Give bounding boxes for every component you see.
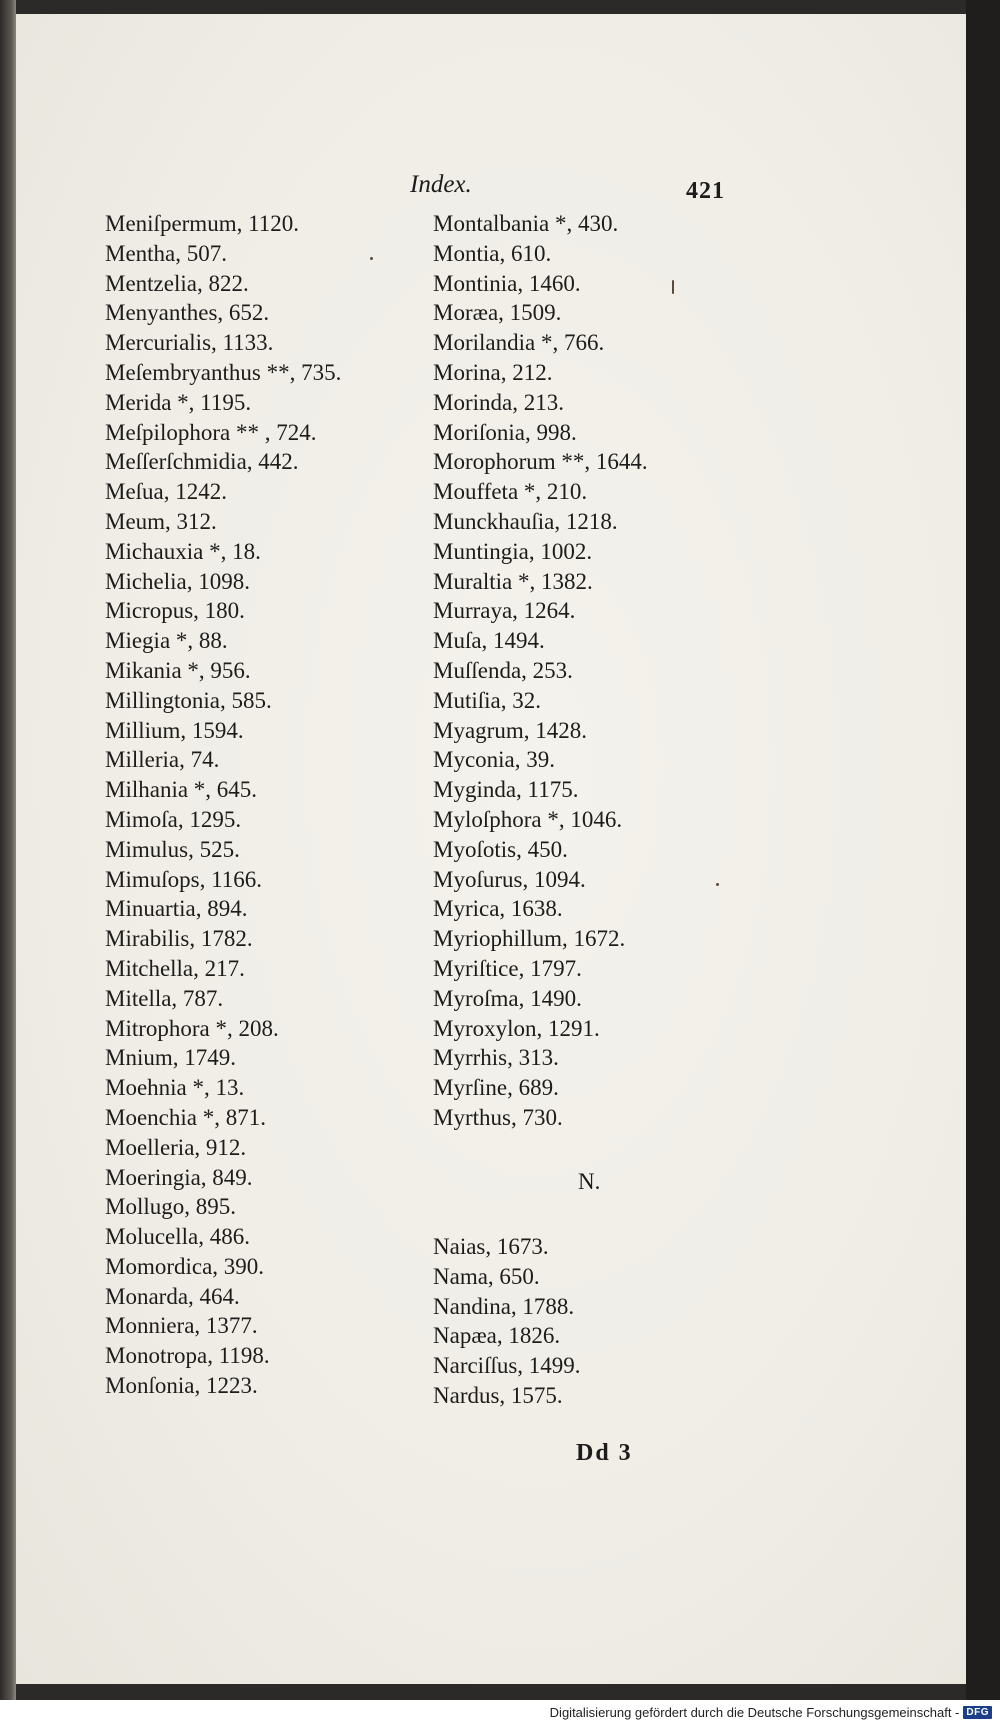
dark-margin [966,0,1000,1700]
index-entry: Myoſurus, 1094. [433,866,586,892]
index-entry: Michelia, 1098. [105,568,250,594]
index-entry: Montia, 610. [433,240,552,266]
index-entry: Myrrhis, 313. [433,1045,559,1071]
index-entry: Micropus, 180. [105,598,245,624]
index-entry: Muntingia, 1002. [433,538,593,564]
index-entry: Myroſma, 1490. [433,985,582,1011]
index-entry: Montalbania *, 430. [433,211,619,236]
index-entry: Myagrum, 1428. [433,717,587,743]
paper-speck [672,280,674,294]
index-entry: Myconia, 39. [433,747,556,773]
index-entry: Montinia, 1460. [433,270,581,296]
index-entry: Mercurialis, 1133. [105,330,274,356]
index-entry: Mouffeta *, 210. [433,479,588,505]
index-entry: Meſua, 1242. [105,479,228,505]
index-entry: Molucella, 486. [105,1224,250,1250]
index-entry: Naias, 1673. [433,1234,549,1259]
index-entry: Momordica, 390. [105,1253,265,1279]
index-entry: Myrica, 1638. [433,896,563,922]
index-entry: Monniera, 1377. [105,1313,258,1339]
index-entry: Moenchia *, 871. [105,1104,266,1130]
index-entry: Muraltia *, 1382. [433,568,593,594]
index-entry: Michauxia *, 18. [105,538,261,564]
book-edge [0,0,16,1700]
index-entry: Milleria, 74. [105,747,220,773]
index-entry: Narciſſus, 1499. [433,1353,581,1379]
index-entry: Mentha, 507. [105,240,228,266]
index-entry: Meſpilophora ** , 724. [105,419,317,445]
index-entry: Morophorum **, 1644. [433,449,648,475]
index-entry: Monarda, 464. [105,1283,240,1309]
index-entry: Merida *, 1195. [105,389,252,415]
index-entry: Mitella, 787. [105,985,224,1011]
section-letter: N. [578,1169,601,1194]
running-head: Index. [410,171,472,198]
index-entry: Meniſpermum, 1120. [105,211,299,236]
index-entry: Nama, 650. [433,1263,540,1289]
index-entry: Monotropa, 1198. [105,1343,270,1369]
footer-credit-text: Digitalisierung gefördert durch die Deutsche Forschungsgemeinschaft - [549,1705,960,1720]
index-entry: Moelleria, 912. [105,1134,247,1160]
index-entry: Mimulus, 525. [105,836,240,862]
index-entry: Morina, 212. [433,359,553,385]
index-entry: Muſa, 1494. [433,628,545,654]
index-entry: Miegia *, 88. [105,628,228,654]
index-entry: Mutiſia, 32. [433,687,541,713]
footer-credit [550,1705,992,1720]
index-entry: Mitchella, 217. [105,955,245,981]
index-entry: Mimuſops, 1166. [105,866,262,892]
index-column-right [433,209,648,1133]
index-entry: Meum, 312. [105,508,217,534]
index-entry: Mirabilis, 1782. [105,926,253,952]
index-column-left [105,209,341,1401]
index-entry: Moehnia *, 13. [105,1075,245,1101]
index-entry: Moeringia, 849. [105,1164,253,1190]
index-entry: Myriophillum, 1672. [433,926,626,952]
index-entry: Myroxylon, 1291. [433,1015,600,1041]
index-entry: Nandina, 1788. [433,1293,575,1319]
index-entry: Moriſonia, 998. [433,419,577,445]
index-entry: Meſſerſchmidia, 442. [105,449,299,475]
index-entry: Monſonia, 1223. [105,1373,258,1399]
index-entry: Muſſenda, 253. [433,657,573,683]
index-entry: Mnium, 1749. [105,1045,236,1071]
index-entry: Myginda, 1175. [433,777,579,803]
index-entry: Moræa, 1509. [433,300,562,326]
footer-bar [0,1700,1000,1727]
index-entry: Menyanthes, 652. [105,300,270,326]
index-entry: Myrſine, 689. [433,1075,559,1101]
paper-speck [716,883,719,886]
index-entry: Munckhauſia, 1218. [433,508,618,534]
paper-speck [370,257,373,260]
index-entry: Mimoſa, 1295. [105,806,242,832]
index-entry: Myloſphora *, 1046. [433,806,623,832]
index-entry: Napæa, 1826. [433,1323,561,1349]
index-entry: Millium, 1594. [105,717,244,743]
page-number: 421 [686,178,725,204]
index-entry: Morilandia *, 766. [433,330,605,356]
index-entry: Murraya, 1264. [433,598,576,624]
index-entry: Myriſtice, 1797. [433,955,582,981]
index-entry: Mitrophora *, 208. [105,1015,279,1041]
signature-mark: Dd 3 [576,1440,633,1466]
index-entry: Morinda, 213. [433,389,564,415]
index-entry: Millingtonia, 585. [105,687,272,713]
index-entry: Nardus, 1575. [433,1382,563,1408]
index-entry: Mikania *, 956. [105,657,251,683]
index-entry: Myrthus, 730. [433,1104,563,1130]
index-column-right-n [433,1232,581,1411]
index-entry: Meſembryanthus **, 735. [105,359,342,385]
index-entry: Myoſotis, 450. [433,836,568,862]
index-entry: Milhania *, 645. [105,777,258,803]
index-entry: Minuartia, 894. [105,896,248,922]
dfg-logo-icon: DFG [963,1706,992,1719]
index-entry: Mentzelia, 822. [105,270,249,296]
index-entry: Mollugo, 895. [105,1194,236,1220]
